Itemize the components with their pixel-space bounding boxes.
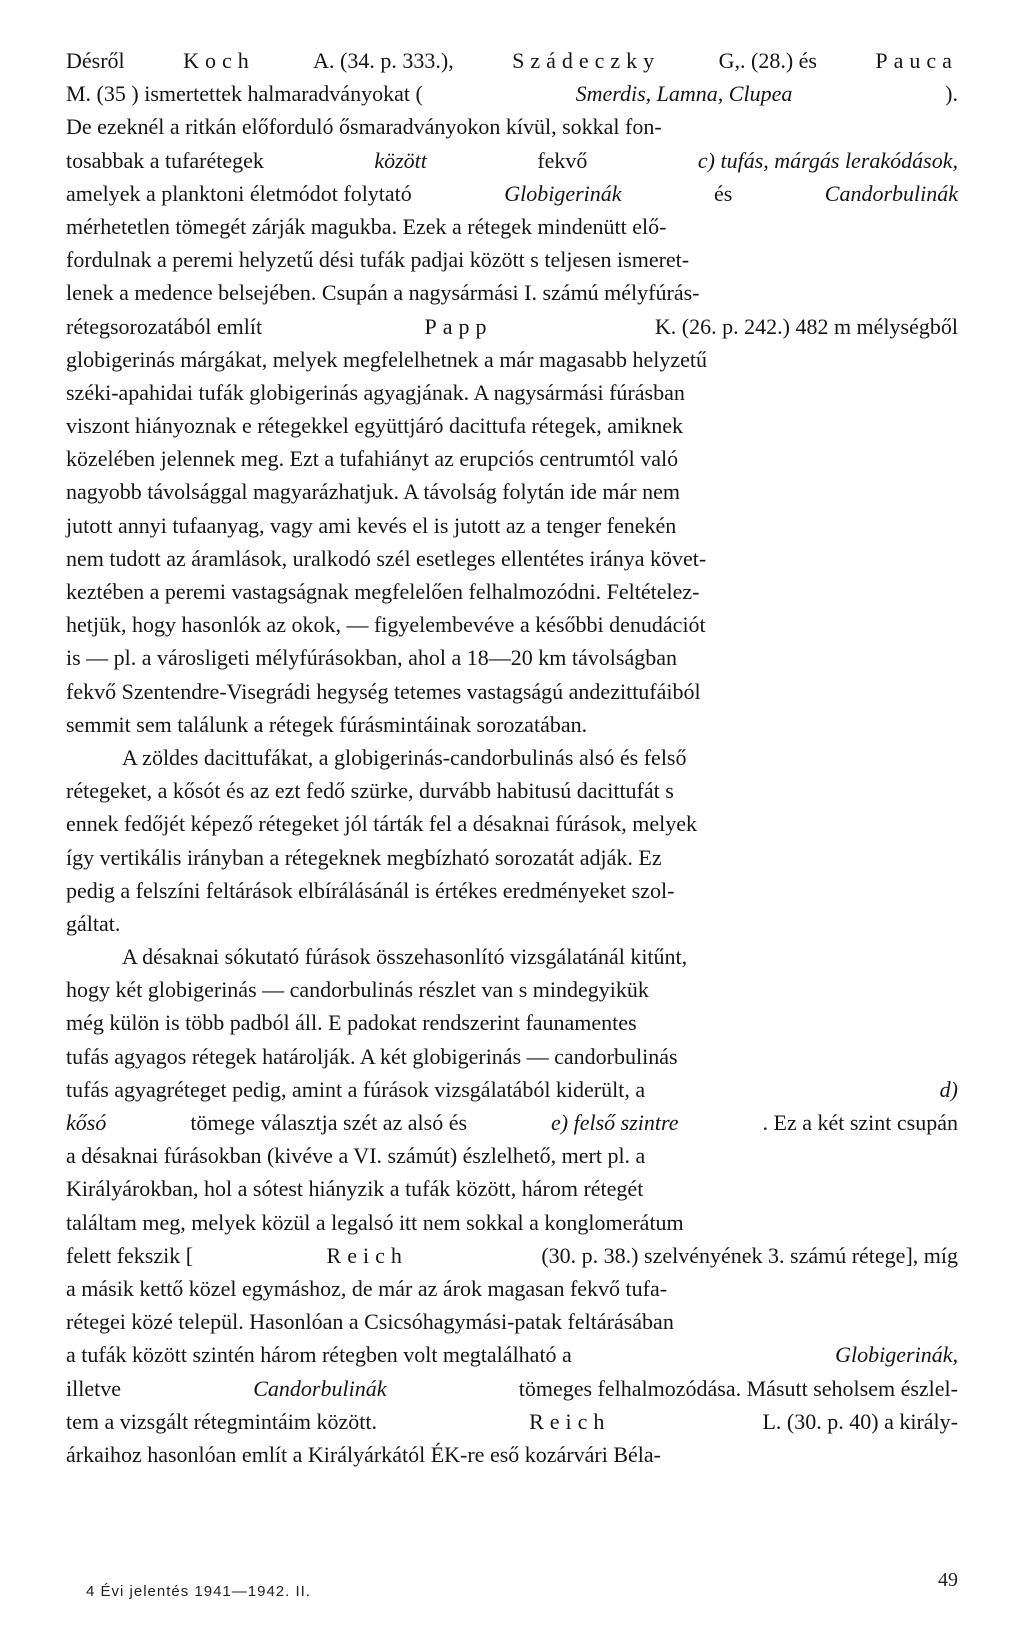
- author-name: Pauca: [875, 48, 958, 73]
- taxon-name: Globigerinák,: [835, 1342, 958, 1368]
- text-line: [66, 1239, 958, 1272]
- text-run: a désaknai fúrásokban (kivéve a VI. számút) észlelhető, mert pl. a: [66, 1143, 646, 1169]
- text-line: [66, 641, 958, 674]
- text-run: is — pl. a városligeti mélyfúrásokban, ahol a 18—20 km távolságban: [66, 645, 677, 671]
- text-line: [66, 1338, 958, 1371]
- text-run: tömege választja szét az alsó és: [190, 1110, 468, 1135]
- emphasis: kősó: [66, 1110, 107, 1135]
- text-run: Désről: [66, 48, 125, 73]
- text-run: jutott annyi tufaanyag, vagy ami kevés el is jutott az a tenger fenekén: [66, 512, 677, 538]
- page-footer: [86, 1569, 958, 1600]
- taxon-name: Candorbulinák: [824, 180, 958, 206]
- text-run: tömeges felhalmozódása. Másutt seholsem észlel-: [518, 1375, 958, 1401]
- text-line: [66, 874, 958, 907]
- author-name: Reich: [326, 1242, 408, 1268]
- text-run: illetve: [66, 1375, 121, 1401]
- text-run: lenek a medence belsejében. Csupán a nagysármási I. számú mélyfúrás-: [66, 280, 700, 306]
- text-run: rétegeket, a kősót és az ezt fedő szürke, durvább habitusú dacittufát s: [66, 778, 674, 804]
- text-run: keztében a peremi vastagságnak megfelelően felhalmozódni. Feltételez-: [66, 579, 700, 604]
- text-line: [66, 1372, 958, 1405]
- text-line: [66, 608, 958, 641]
- text-run: Királyárokban, hol a sótest hiányzik a tufák között, három rétegét: [66, 1176, 644, 1202]
- taxon-name: Globigerinák: [504, 180, 622, 206]
- text-line: [66, 907, 958, 940]
- text-line: [66, 1172, 958, 1205]
- text-run: amelyek a planktoni életmódot folytató: [66, 180, 412, 206]
- text-line: [66, 1305, 958, 1338]
- text-run: tufás agyagréteget pedig, amint a fúrások vizsgálatából kiderült, a: [66, 1076, 646, 1102]
- text-run: viszont hiányoznak e rétegekkel együttjáró dacittufa rétegek, amiknek: [66, 413, 683, 439]
- text-run: nem tudott az áramlások, uralkodó szél esetleges ellentétes iránya követ-: [66, 545, 707, 571]
- taxon-names: Smerdis, Lamna, Clupea: [575, 81, 793, 107]
- text-line: [66, 77, 958, 110]
- text-run: széki-apahidai tufák globigerinás agyagjának. A nagysármási fúrásban: [66, 379, 685, 405]
- text-run: a tufák között szintén három rétegben volt megtalálható a: [66, 1342, 572, 1368]
- text-run: (30. p. 38.) szelvényének 3. számú rétege], míg: [541, 1242, 958, 1268]
- text-line: [66, 343, 958, 376]
- text-line: [66, 1405, 958, 1438]
- text-line: [66, 475, 958, 508]
- text-line: [66, 807, 958, 840]
- text-run: tosabbak a tufarétegek: [66, 147, 264, 173]
- text-run: rétegei közé települ. Hasonlóan a Csicsóhagymási-patak feltárásában: [66, 1309, 674, 1335]
- text-run: . Ez a két szint csupán: [762, 1110, 958, 1135]
- text-run: a másik kettő közel egymáshoz, de már az árok magasan fekvő tufa-: [66, 1275, 668, 1301]
- text-run: találtam meg, melyek közül a legalsó itt nem sokkal a konglomerátum: [66, 1209, 684, 1235]
- text-run: árkaihoz hasonlóan említ a Királyárkától ÉK-re eső kozárvári Béla-: [66, 1441, 661, 1467]
- paragraph-start: [66, 741, 958, 774]
- text-run: ennek fedőjét képező rétegeket jól tárták fel a désaknai fúrások, melyek: [66, 811, 697, 837]
- text-run: pedig a felszíni feltárások elbírálásánál is értékes eredményeket szol-: [66, 877, 675, 903]
- text-line: [66, 144, 958, 177]
- text-run: mérhetetlen tömegét zárják magukba. Ezek a rétegek mindenütt elő-: [66, 213, 667, 239]
- text-line: [66, 44, 958, 77]
- text-line: [66, 1106, 958, 1139]
- text-run: hetjük, hogy hasonlók az okok, — figyelembevéve a későbbi denudációt: [66, 612, 706, 638]
- text-line: [66, 310, 958, 343]
- text-line: [66, 376, 958, 409]
- text-run: hogy két globigerinás — candorbulinás részlet van s mindegyikük: [66, 977, 649, 1003]
- text-line: [66, 542, 958, 575]
- text-line: [66, 1438, 958, 1471]
- text-line: [66, 1040, 958, 1073]
- emphasis: d): [939, 1076, 958, 1102]
- text-line: [66, 442, 958, 475]
- text-run: gáltat.: [66, 910, 121, 936]
- text-run: A désaknai sókutató fúrások összehasonlító vizsgálatánál kitűnt,: [122, 944, 688, 970]
- text-line: [66, 1272, 958, 1305]
- text-run: nagyobb távolsággal magyarázhatjuk. A távolság folytán ide már nem: [66, 479, 680, 505]
- text-run: A. (34. p. 333.),: [313, 48, 454, 73]
- text-line: [66, 708, 958, 741]
- author-name: Koch: [183, 48, 255, 73]
- emphasis: c) tufás, márgás lerakódások,: [697, 147, 958, 173]
- text-line: [66, 110, 958, 143]
- text-run: tem a vizsgált rétegmintáim között.: [66, 1408, 377, 1434]
- text-run: és: [714, 180, 733, 206]
- text-line: [66, 1073, 958, 1106]
- text-run: fordulnak a peremi helyzetű dési tufák padjai között s teljesen ismeret-: [66, 247, 690, 273]
- text-line: [66, 409, 958, 442]
- text-run: M. (35 ) ismertettek halmaradványokat (: [66, 81, 423, 107]
- author-name: Szádeczky: [512, 48, 661, 73]
- text-line: [66, 177, 958, 210]
- text-run: De ezeknél a ritkán előforduló ősmaradványokon kívül, sokkal fon-: [66, 114, 662, 140]
- text-run: közelében jelennek meg. Ezt a tufahiányt az erupciós centrumtól való: [66, 446, 679, 472]
- text-run: még külön is több padból áll. E padokat rendszerint faunamentes: [66, 1010, 637, 1036]
- text-line: [66, 1206, 958, 1239]
- emphasis: között: [374, 147, 427, 173]
- author-name: Papp: [424, 313, 493, 339]
- text-line: [66, 774, 958, 807]
- document-body: [66, 44, 958, 1471]
- text-run: tufás agyagos rétegek határolják. A két globigerinás — candorbulinás: [66, 1043, 678, 1069]
- text-line: [66, 1006, 958, 1039]
- text-line: [66, 675, 958, 708]
- taxon-name: Candorbulinák: [253, 1375, 387, 1401]
- text-line: [66, 575, 958, 608]
- text-run: L. (30. p. 40) a király-: [762, 1408, 958, 1434]
- text-line: [66, 243, 958, 276]
- text-run: rétegsorozatából említ: [66, 313, 263, 339]
- text-run: fekvő Szentendre-Visegrádi hegység tetemes vastagságú andezittufáiból: [66, 678, 701, 704]
- text-line: [66, 210, 958, 243]
- text-line: [66, 841, 958, 874]
- page-number: 49: [938, 1569, 958, 1591]
- text-run: ).: [945, 81, 958, 107]
- text-run: felett fekszik [: [66, 1242, 194, 1268]
- text-line: [66, 276, 958, 309]
- text-run: így vertikális irányban a rétegeknek megbízható sorozatát adják. Ez: [66, 844, 662, 870]
- author-name: Reich: [529, 1408, 611, 1434]
- text-line: [66, 509, 958, 542]
- text-line: [66, 973, 958, 1006]
- text-line: [66, 1139, 958, 1172]
- text-run: globigerinás márgákat, melyek megfelelhetnek a már magasabb helyzetű: [66, 346, 708, 372]
- text-run: fekvő: [537, 147, 588, 173]
- paragraph-start: [66, 940, 958, 973]
- text-run: A zöldes dacittufákat, a globigerinás-candorbulinás alsó és felső: [122, 744, 687, 770]
- text-run: semmit sem találunk a rétegek fúrásmintáinak sorozatában.: [66, 711, 588, 737]
- text-run: G,. (28.) és: [718, 48, 817, 73]
- footer-signature: 4 Évi jelentés 1941—1942. II.: [86, 1583, 311, 1600]
- emphasis: e) felső szintre: [551, 1110, 679, 1135]
- text-run: K. (26. p. 242.) 482 m mélységből: [654, 313, 958, 339]
